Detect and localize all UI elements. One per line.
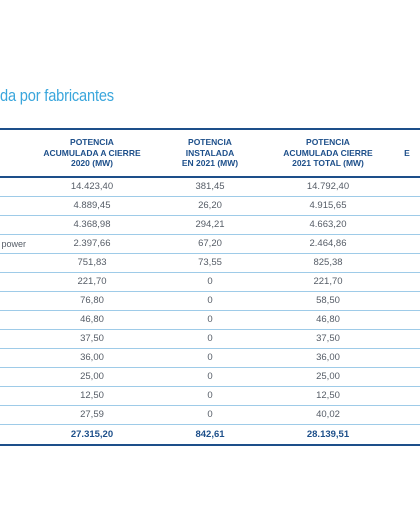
cell-accumulated-2021: 58,50 — [262, 291, 394, 310]
header-accumulated-2021: POTENCIA ACUMULADA CIERRE 2021 TOTAL (MW) — [262, 129, 394, 177]
cell-installed-2021: 26,20 — [158, 196, 262, 215]
table-row — [0, 367, 420, 386]
table-title: da por fabricantes — [0, 86, 114, 105]
table-row — [0, 329, 420, 348]
cell-accumulated-2020: 4.368,98 — [26, 215, 158, 234]
table-row — [0, 253, 420, 272]
total-row — [0, 424, 420, 445]
cell-extra — [394, 405, 420, 424]
cell-accumulated-2020: 27,59 — [26, 405, 158, 424]
cell-manufacturer — [0, 253, 26, 272]
cell-manufacturer — [0, 215, 26, 234]
total-label — [0, 424, 26, 445]
cell-installed-2021: 0 — [158, 291, 262, 310]
cell-manufacturer — [0, 310, 26, 329]
cell-extra — [394, 291, 420, 310]
cell-accumulated-2020: 36,00 — [26, 348, 158, 367]
cell-extra — [394, 215, 420, 234]
cell-accumulated-2020: 14.423,40 — [26, 177, 158, 196]
table-row — [0, 310, 420, 329]
cell-manufacturer: power — [0, 234, 26, 253]
total-extra — [394, 424, 420, 445]
total-accumulated-2020: 27.315,20 — [26, 424, 158, 445]
cell-accumulated-2021: 37,50 — [262, 329, 394, 348]
cell-manufacturer — [0, 177, 26, 196]
cell-installed-2021: 0 — [158, 272, 262, 291]
header-manufacturer — [0, 129, 26, 177]
manufacturers-table-wrapper — [0, 128, 410, 446]
table-row — [0, 234, 420, 253]
cell-accumulated-2020: 2.397,66 — [26, 234, 158, 253]
table-row — [0, 291, 420, 310]
cell-extra — [394, 367, 420, 386]
cell-manufacturer — [0, 367, 26, 386]
cell-installed-2021: 381,45 — [158, 177, 262, 196]
cell-installed-2021: 0 — [158, 386, 262, 405]
cell-accumulated-2021: 221,70 — [262, 272, 394, 291]
table-row — [0, 272, 420, 291]
cell-extra — [394, 348, 420, 367]
cell-manufacturer — [0, 329, 26, 348]
cell-extra — [394, 310, 420, 329]
cell-extra — [394, 234, 420, 253]
cell-extra — [394, 177, 420, 196]
cell-installed-2021: 0 — [158, 348, 262, 367]
table-row — [0, 386, 420, 405]
cell-extra — [394, 253, 420, 272]
cell-accumulated-2021: 40,02 — [262, 405, 394, 424]
table-row — [0, 348, 420, 367]
cell-accumulated-2021: 2.464,86 — [262, 234, 394, 253]
cell-accumulated-2021: 825,38 — [262, 253, 394, 272]
cell-manufacturer — [0, 272, 26, 291]
cell-accumulated-2020: 751,83 — [26, 253, 158, 272]
cell-accumulated-2021: 4.915,65 — [262, 196, 394, 215]
cell-installed-2021: 0 — [158, 367, 262, 386]
header-extra: E — [394, 129, 420, 177]
cell-accumulated-2020: 4.889,45 — [26, 196, 158, 215]
table-row — [0, 196, 420, 215]
cell-accumulated-2020: 221,70 — [26, 272, 158, 291]
cell-manufacturer — [0, 196, 26, 215]
cell-installed-2021: 294,21 — [158, 215, 262, 234]
total-accumulated-2021: 28.139,51 — [262, 424, 394, 445]
cell-installed-2021: 0 — [158, 329, 262, 348]
cell-installed-2021: 73,55 — [158, 253, 262, 272]
cell-accumulated-2020: 37,50 — [26, 329, 158, 348]
cell-manufacturer — [0, 291, 26, 310]
cell-installed-2021: 0 — [158, 405, 262, 424]
header-installed-2021: POTENCIA INSTALADA EN 2021 (MW) — [158, 129, 262, 177]
cell-installed-2021: 67,20 — [158, 234, 262, 253]
cell-accumulated-2021: 36,00 — [262, 348, 394, 367]
cell-accumulated-2020: 76,80 — [26, 291, 158, 310]
table-row — [0, 177, 420, 196]
cell-accumulated-2020: 46,80 — [26, 310, 158, 329]
table-body — [0, 177, 420, 424]
table-row — [0, 215, 420, 234]
cell-accumulated-2021: 14.792,40 — [262, 177, 394, 196]
table-row — [0, 405, 420, 424]
cell-accumulated-2021: 46,80 — [262, 310, 394, 329]
cell-accumulated-2021: 4.663,20 — [262, 215, 394, 234]
manufacturers-table — [0, 128, 420, 446]
cell-accumulated-2020: 25,00 — [26, 367, 158, 386]
cell-accumulated-2020: 12,50 — [26, 386, 158, 405]
cell-manufacturer — [0, 348, 26, 367]
cell-accumulated-2021: 12,50 — [262, 386, 394, 405]
table-header-row — [0, 129, 420, 177]
cell-manufacturer — [0, 386, 26, 405]
cell-extra — [394, 196, 420, 215]
cell-manufacturer — [0, 405, 26, 424]
header-accumulated-2020: POTENCIA ACUMULADA A CIERRE 2020 (MW) — [26, 129, 158, 177]
cell-extra — [394, 329, 420, 348]
cell-extra — [394, 386, 420, 405]
cell-extra — [394, 272, 420, 291]
cell-installed-2021: 0 — [158, 310, 262, 329]
cell-accumulated-2021: 25,00 — [262, 367, 394, 386]
total-installed-2021: 842,61 — [158, 424, 262, 445]
